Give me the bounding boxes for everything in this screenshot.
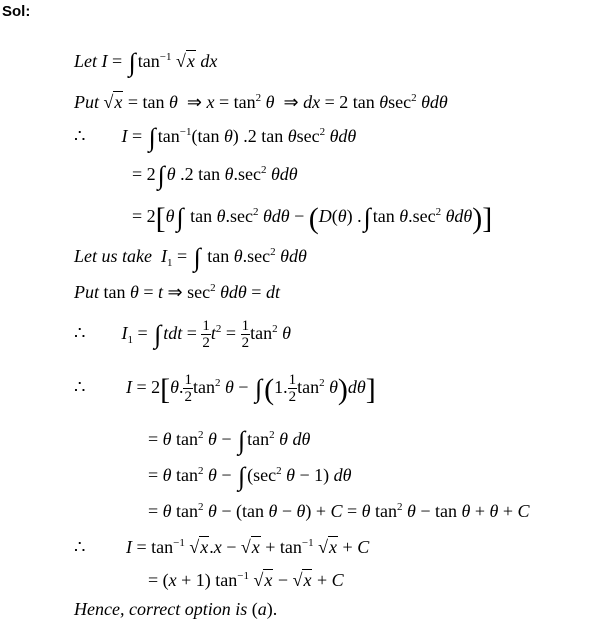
line-13: ∴ $I = \tan^{-1} √x.x - √x + \tan^{-1} √x + C$ [74,537,370,557]
solution-label: Sol: [2,3,31,20]
line-7: Put tan θ = t ⇒ $\sec^2 \theta d\theta$ = dt [74,282,280,302]
line-11: = θ $\tan^2 \theta$ − ∫ ($\sec^2$ θ − 1) dθ [148,462,352,491]
line-5: = 2[θ∫ $\tan \theta.\sec^2$ θdθ − (D(θ) .∫ $\tan \theta.\sec^2$ θdθ)] [132,202,493,235]
line-10: = θ $\tan^2 \theta$ − ∫ $\tan^2 \theta$ dθ [148,426,311,455]
line-14: = (x + 1) $\tan^{-1} √x - √x + C$ [148,570,344,590]
line-2: Put √x = tan θ ⇒ $x = \tan^2 \theta$ ⇒ dx = 2 tan θsec$^2$ θdθ [74,92,448,112]
line-8: ∴ $I_1$ = ∫ tdt = $\frac{1}{2}$ $t^2$ = $\frac{1}{2}$ $\tan^2 \theta$ [74,318,291,352]
line-15: Hence, correct option is (a). [74,599,278,619]
line-1: Let I = ∫ $\tan^{-1} √x$ dx [74,48,218,77]
line-9: ∴ I = 2[θ. $\frac{1}{2}$ $\tan^2 \theta - \int(1$. $\frac{1}{2}$ $\tan^2 \theta)d\theta$] [74,372,376,406]
line-12: = θ $\tan^2 \theta - (\tan$ θ − θ) + C = θ $\tan^2 \theta - \tan \theta + \theta + C$ [148,501,530,521]
line-3: ∴ I = ∫ $\tan^{-1}(\tan$ θ) .2 tan θsec$^2$ θdθ [74,123,357,152]
line-4: = 2∫ θ .2 $\tan \theta.\sec^2$ θdθ [132,161,298,190]
line-6: Let us take $I_1$ = ∫ $\tan \theta.\sec^2$ θdθ [74,243,307,272]
